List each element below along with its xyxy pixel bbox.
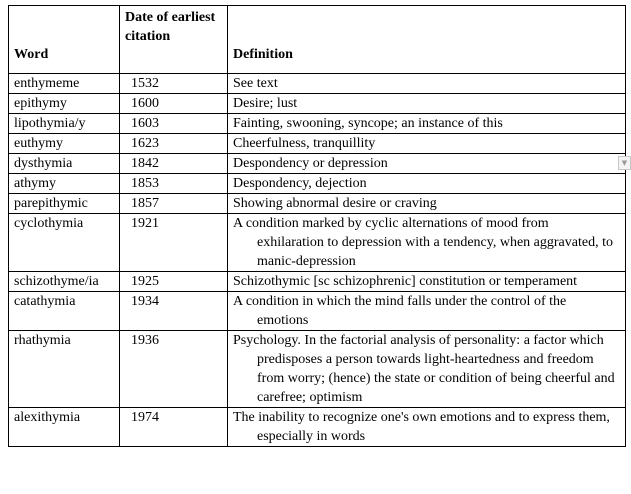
definition-text: Showing abnormal desire or craving	[233, 196, 437, 211]
table-row	[9, 114, 626, 134]
cell-date: 1600	[120, 94, 228, 114]
cell-word: athymy	[9, 174, 120, 194]
definition-text: Despondency, dejection	[233, 176, 367, 191]
header-word: Word	[9, 6, 120, 74]
cell-definition	[228, 114, 626, 134]
definition-text: Psychology. In the factorial analysis of personality: a factor which predisposes a person towards light-heartedness and freedom from worry; (hence) the state or condition of being cheerful and carefree; optimism	[233, 333, 615, 405]
cell-definition	[228, 154, 626, 174]
cell-date: 1921	[120, 214, 228, 272]
cell-definition	[228, 194, 626, 214]
definition-text: A condition in which the mind falls under the control of the emotions	[233, 294, 567, 328]
cell-definition	[228, 292, 626, 331]
cell-date: 1925	[120, 272, 228, 292]
header-date: Date of earliest citation	[120, 6, 228, 74]
table-row	[9, 94, 626, 114]
header-definition: Definition	[228, 6, 626, 74]
cell-word: catathymia	[9, 292, 120, 331]
cell-definition	[228, 74, 626, 94]
cell-date: 1842	[120, 154, 228, 174]
table-row	[9, 74, 626, 94]
header-row	[9, 6, 626, 74]
cell-word: euthymy	[9, 134, 120, 154]
definition-text: The inability to recognize one's own emotions and to express them, especially in words	[233, 410, 610, 444]
definition-text: Despondency or depression	[233, 156, 388, 171]
table-row	[9, 331, 626, 408]
cell-word: rhathymia	[9, 331, 120, 408]
cell-date: 1974	[120, 408, 228, 447]
definition-text: Cheerfulness, tranquillity	[233, 136, 376, 151]
definition-text: Desire; lust	[233, 96, 298, 111]
cell-word: epithymy	[9, 94, 120, 114]
cell-word: schizothyme/ia	[9, 272, 120, 292]
cell-definition	[228, 214, 626, 272]
cell-date: 1623	[120, 134, 228, 154]
definition-text: Schizothymic [sc schizophrenic] constitution or temperament	[233, 274, 578, 289]
cell-definition	[228, 134, 626, 154]
cell-word: lipothymia/y	[9, 114, 120, 134]
cell-date: 1857	[120, 194, 228, 214]
table-row	[9, 134, 626, 154]
cell-date: 1532	[120, 74, 228, 94]
cell-definition	[228, 272, 626, 292]
cell-word: parepithymic	[9, 194, 120, 214]
cell-word: dysthymia	[9, 154, 120, 174]
definition-text: Fainting, swooning, syncope; an instance of this	[233, 116, 503, 131]
cell-definition	[228, 174, 626, 194]
word-table	[8, 5, 626, 447]
table-row	[9, 174, 626, 194]
cell-definition	[228, 408, 626, 447]
table-row	[9, 154, 626, 174]
cell-definition	[228, 94, 626, 114]
table-row	[9, 408, 626, 447]
cell-definition	[228, 331, 626, 408]
cell-date: 1603	[120, 114, 228, 134]
table-container	[8, 5, 626, 447]
table-row	[9, 214, 626, 272]
definition-text: See text	[233, 76, 278, 91]
definition-text: A condition marked by cyclic alternations of mood from exhilaration to depression with a tendency, when aggravated, to manic-depression	[233, 216, 613, 269]
cell-word: enthymeme	[9, 74, 120, 94]
cell-date: 1934	[120, 292, 228, 331]
cell-word: alexithymia	[9, 408, 120, 447]
cell-date: 1853	[120, 174, 228, 194]
table-row	[9, 272, 626, 292]
chevron-down-icon[interactable]: ▼	[618, 156, 631, 170]
cell-word: cyclothymia	[9, 214, 120, 272]
cell-date: 1936	[120, 331, 228, 408]
table-row	[9, 194, 626, 214]
table-row	[9, 292, 626, 331]
